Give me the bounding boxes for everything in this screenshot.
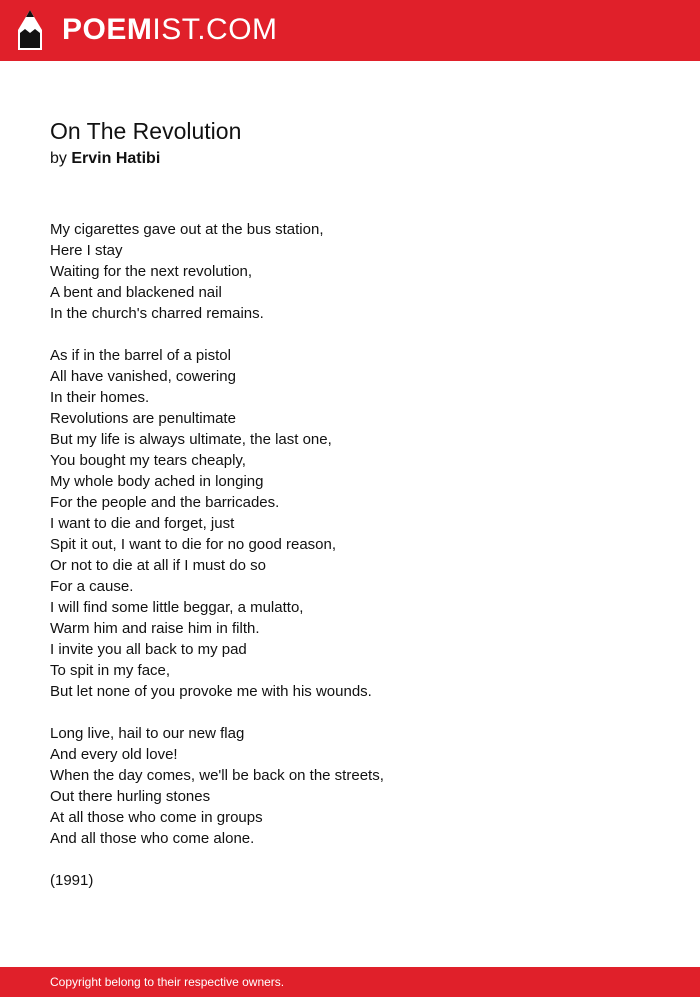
poem-line: I invite you all back to my pad <box>50 641 247 658</box>
site-logo[interactable] <box>62 12 278 48</box>
poem-line: And every old love! <box>50 746 178 763</box>
site-header <box>0 0 700 61</box>
poem-line: When the day comes, we'll be back on the streets, <box>50 767 384 784</box>
byline <box>50 149 160 169</box>
poem-line: As if in the barrel of a pistol <box>50 347 231 364</box>
poem-line: Out there hurling stones <box>50 788 211 805</box>
poem-line: Waiting for the next revolution, <box>50 263 253 280</box>
poem-line: Warm him and raise him in filth. <box>50 620 260 637</box>
poem-line: All have vanished, cowering <box>50 368 236 385</box>
poem-line: Or not to die at all if I must do so <box>50 557 266 574</box>
copyright-text: Copyright belong to their respective owners. <box>50 975 285 989</box>
poem-line: Spit it out, I want to die for no good reason, <box>50 536 337 553</box>
poem-line: I want to die and forget, just <box>50 515 235 532</box>
poem-body <box>50 219 670 912</box>
poem-line: I will find some little beggar, a mulatto, <box>50 599 304 616</box>
author-name: Ervin Hatibi <box>71 150 161 167</box>
poem-line: In their homes. <box>50 389 150 406</box>
poem-line: (1991) <box>50 872 94 889</box>
by-label: by <box>50 150 67 167</box>
poem-line: Here I stay <box>50 242 123 259</box>
poem-line: But let none of you provoke me with his wounds. <box>50 683 372 700</box>
logo-text-light: IST.COM <box>152 13 278 46</box>
poem-line: To spit in my face, <box>50 662 171 679</box>
poem-line: But my life is always ultimate, the last one, <box>50 431 332 448</box>
poem-title: On The Revolution <box>50 118 242 144</box>
poem-line: For the people and the barricades. <box>50 494 280 511</box>
pencil-tip-icon <box>17 9 43 51</box>
poem-stanza <box>50 723 670 849</box>
poem-line: And all those who come alone. <box>50 830 255 847</box>
poem-stanza <box>50 219 670 324</box>
poem-line: My cigarettes gave out at the bus station, <box>50 221 324 238</box>
poem-line: You bought my tears cheaply, <box>50 452 246 469</box>
poem-line: A bent and blackened nail <box>50 284 222 301</box>
poem-line: Long live, hail to our new flag <box>50 725 245 742</box>
poem-line: Revolutions are penultimate <box>50 410 236 427</box>
site-footer <box>0 967 700 997</box>
poem-line: In the church's charred remains. <box>50 305 264 322</box>
poem-stanza <box>50 870 670 891</box>
poem-stanza <box>50 345 670 702</box>
poem-line: My whole body ached in longing <box>50 473 264 490</box>
logo-text-bold: POEM <box>62 13 153 46</box>
poem-line: At all those who come in groups <box>50 809 263 826</box>
poem-line: For a cause. <box>50 578 134 595</box>
